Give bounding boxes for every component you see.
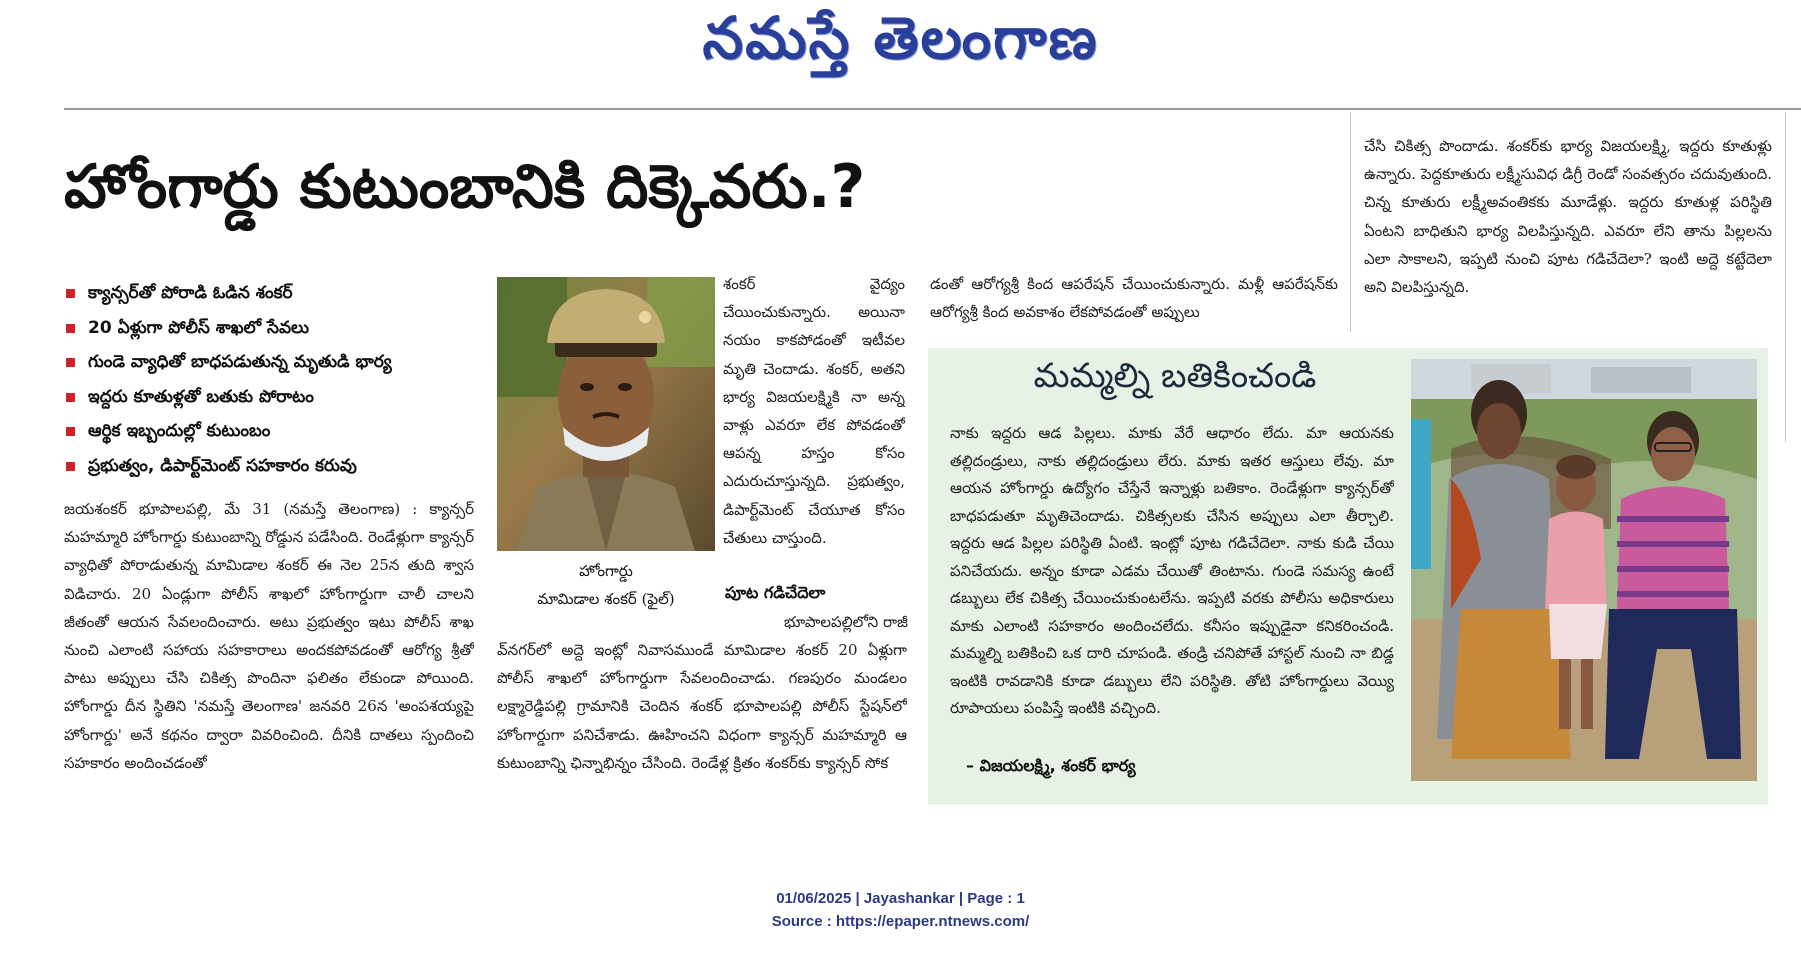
highlight-item (64, 449, 484, 484)
photo-caption-title: హోంగార్డు (579, 562, 633, 580)
quote-box-heading: మమ్మల్ని బతికించండి (1033, 356, 1317, 396)
highlights-list (64, 276, 484, 483)
photo-caption-name: మామిడాల శంకర్ (ఫైల్) (537, 590, 675, 608)
column-divider (1785, 112, 1786, 442)
highlight-text: 20 ఏళ్లుగా పోలీస్ శాఖలో సేవలు (88, 317, 309, 338)
highlight-item (64, 380, 484, 415)
article-column-4-top: చేసి చికిత్స పొందాడు. శంకర్‌కు భార్య విజయలక్ష్మి, ఇద్దరు కూతుళ్లు ఉన్నారు. పెద్దకూతురు లక్ష్మీసువిధ డిగ్రీ రెండో సంవత్సరం చదువుతుంది. చిన్న కూతురు లక్ష్మీఅవంతికకు మూడేళ్లు. ఇద్దరు కూతుళ్ల పరిస్థితి ఏంటని బాధితుని భార్య విలపిస్తున్నది. ఎవరూ లేని తాను పిల్లలను ఎలా సాకాలని, ఇప్పటి నుంచి పూట గడిచేదెలా? ఇంటి అద్దె కట్టేదెలా అని విలపిస్తున్నది. (1364, 137, 1772, 297)
family-photo (1411, 359, 1757, 781)
footer-edition-info: 01/06/2025 | Jayashankar | Page : 1 (776, 890, 1025, 907)
footer-source-link: Source : https://epaper.ntnews.com/ (771, 913, 1030, 930)
highlight-text: ప్రభుత్వం, డిపార్ట్‌మెంట్ సహకారం కరువు (88, 455, 357, 476)
highlight-text: గుండె వ్యాధితో బాధపడుతున్న మృతుడి భార్య (88, 352, 392, 372)
highlight-item (64, 345, 484, 380)
red-square-bullet-icon (66, 358, 75, 367)
masthead-rule (64, 108, 1801, 110)
section-subhead: పూట గడిచేదెలా (725, 583, 826, 602)
article-column-2-intro: భూపాలపల్లిలోని రాజీ (784, 613, 908, 631)
quote-box-text: నాకు ఇద్దరు ఆడ పిల్లలు. మాకు వేరే ఆధారం లేదు. మా ఆయనకు తల్లిదండ్రులు, నాకు తల్లిదండ్రులు లేరు. మాకు ఇతర ఆస్తులు లేవు. మా ఆయన హోంగార్డు ఉద్యోగం చేస్తేనే ఇన్నాళ్లు బతికాం. రెండేళ్లుగా క్యాన్సర్‌తో బాధపడుతూ మృతిచెందాడు. చికిత్సలకు చేసిన అప్పులు ఎలా తీర్చాలి. ఇద్దరు ఆడ పిల్లల పరిస్థితి ఏంటి. ఇంట్లో పూట గడిచేదెలా. నాకు కుడి చేయి పనిచేయదు. అన్నం కూడా ఎడమ చేయితో తింటాను. గుండె సమస్య ఉంటే డబ్బులు లేక చికిత్స చేయించుకుంటలేను. ఇప్పటి వరకు పోలీసు అధికారులు మాకు ఎలాంటి సహకారం అందించలేదు. కనీసం ఇప్పుడైనా కనికరించండి. మమ్మల్ని బతికించి ఒక దారి చూపండి. తండ్రి చనిపోతే హాస్టల్ నుంచి నా బిడ్డ ఇంటికి రావడానికి కూడా డబ్బులు లేని పరిస్థితి. తోటి హోంగార్డులు వెయ్యి రూపాయలు పంపిస్తే ఇంటికి వచ్చింది. (950, 424, 1394, 717)
article-column-1: జయశంకర్ భూపాలపల్లి, మే 31 (నమస్తే తెలంగాణ) : క్యాన్సర్ మహమ్మారి హోంగార్డు కుటుంబాన్ని రోడ్డున పడేసింది. రెండేళ్లుగా క్యాన్సర్ వ్యాధితో పోరాడుతున్న మామిడాల శంకర్ ఈ నెల 25న తుది శ్వాస విడిచారు. 20 ఏండ్లుగా పోలీస్ శాఖలో హోంగార్డుగా చాలీ చాలని జీతంతో ఆయన సేవలందించారు. అటు ప్రభుత్వం ఇటు పోలీస్ శాఖ నుంచి ఎలాంటి సహాయ సహకారాలు అందకపోవడంతో ఆరోగ్య శ్రీతో పాటు అప్పులు చేసి చికిత్స పొందినా ఫలితం లేకుండా పోయింది. హోంగార్డు దీన స్థితిని 'నమస్తే తెలంగాణ' జనవరి 26న 'అంపశయ్యపై హోంగార్డు' అనే కథనం ద్వారా వివరించింది. దీనికి దాతలు స్పందించి సహకారం అందించడంతో (64, 500, 474, 772)
red-square-bullet-icon (66, 393, 75, 402)
highlight-item (64, 414, 484, 449)
highlight-text: ఇద్దరు కూతుళ్లతో బతుకు పోరాటం (88, 386, 314, 407)
highlight-item (64, 276, 484, 311)
home-guard-portrait-photo (497, 277, 715, 551)
red-square-bullet-icon (66, 289, 75, 298)
red-square-bullet-icon (66, 427, 75, 436)
highlight-item (64, 311, 484, 346)
red-square-bullet-icon (66, 324, 75, 333)
highlight-text: ఆర్థిక ఇబ్బందుల్లో కుటుంబం (88, 421, 271, 441)
article-column-2-top: శంకర్ వైద్యం చేయించుకున్నారు. అయినా నయం కాకపోడంతో ఇటీవల మృతి చెందాడు. శంకర్, అతని భార్య విజయలక్ష్మికి నా అన్న వాళ్లు ఎవరూ లేక పోవడంతో ఆపన్న హస్తం కోసం ఎదురుచూస్తున్నది. ప్రభుత్వం, డిపార్ట్‌మెంట్ చేయూత కోసం చేతులు చాస్తుంది. (723, 275, 905, 547)
article-column-2-bottom: వ్‌నగర్‌లో అద్దె ఇంట్లో నివాసముండే మామిడాల శంకర్ 20 ఏళ్లుగా పోలీస్ శాఖలో హోంగార్డుగా సేవలందించాడు. గణపురం మండలం లక్ష్మారెడ్డిపల్లి గ్రామానికి చెందిన శంకర్ భూపాలపల్లి పోలీస్ స్టేషన్‌లో హోంగార్డుగా పనిచేశాడు. ఊహించని విధంగా క్యాన్సర్ మహమ్మారి ఆ కుటుంబాన్ని ఛిన్నాభిన్నం చేసింది. రెండేళ్ల క్రితం శంకర్‌కు క్యాన్సర్ సోక (497, 641, 907, 772)
red-square-bullet-icon (66, 462, 75, 471)
newspaper-masthead: నమస్తే తెలంగాణ (702, 4, 1099, 72)
highlight-text: క్యాన్సర్‌తో పోరాడి ఓడిన శంకర్ (88, 283, 293, 303)
article-column-3-top: డంతో ఆరోగ్యశ్రీ కింద ఆపరేషన్ చేయించుకున్నారు. మళ్లీ ఆపరేషన్‌కు ఆరోగ్యశ్రీ కింద అవకాశం లేకపోవడంతో అప్పులు (930, 275, 1338, 322)
headline: హోంగార్డు కుటుంబానికి దిక్కెవరు.? (64, 152, 866, 222)
family-image (1411, 359, 1757, 781)
portrait-image (497, 277, 715, 551)
quote-attribution: – విజయలక్ష్మి, శంకర్ భార్య (966, 756, 1136, 775)
